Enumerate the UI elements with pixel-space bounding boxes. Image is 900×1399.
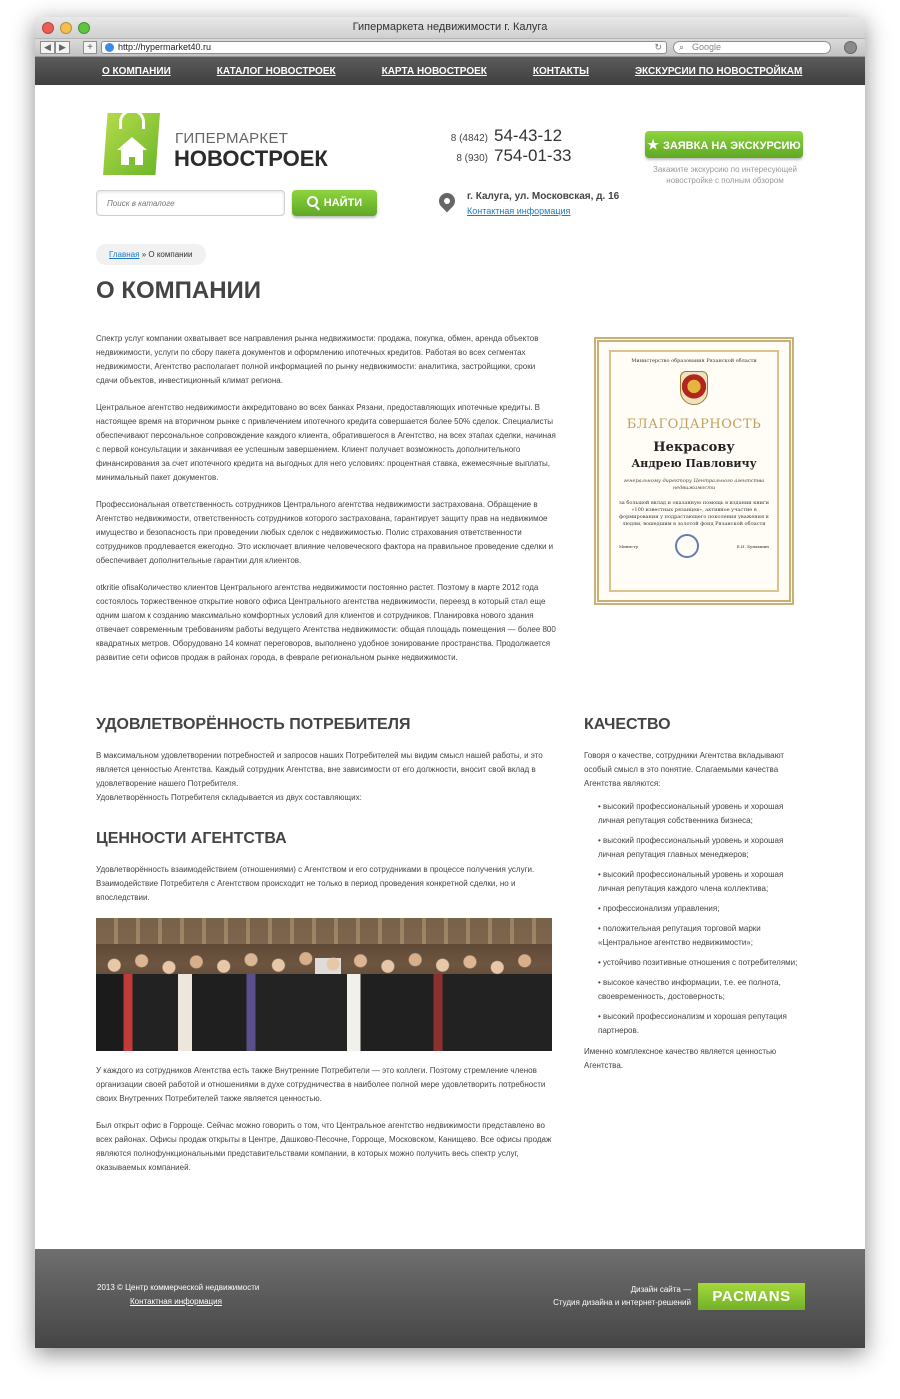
browser-search-placeholder: Google xyxy=(692,42,722,52)
list-item: • положительная репутация торговой марки «Центральное агентство недвижимости»; xyxy=(598,924,761,947)
quality-intro: Говоря о качестве, сотрудники Агентства вкладывают особый смысл в это понятие. Слагаемыми качества Агентства являются: xyxy=(584,751,785,788)
phone-row xyxy=(448,146,572,166)
search-button-label: НАЙТИ xyxy=(323,197,363,209)
certificate-signature-row xyxy=(611,534,777,558)
browser-window xyxy=(35,17,865,1348)
list-item: • высокий профессиональный уровень и хорошая личная репутация главных менеджеров; xyxy=(598,836,784,859)
address-bar-url: http://hypermarket40.ru xyxy=(118,42,212,52)
breadcrumb xyxy=(96,244,206,265)
contact-info-link[interactable]: Контактная информация xyxy=(467,206,571,216)
nav-item-excursions[interactable]: ЭКСКУРСИИ ПО НОВОСТРОЙКАМ xyxy=(634,65,803,77)
excursion-button-label: ЗАЯВКА НА ЭКСКУРСИЮ xyxy=(662,140,801,152)
intro-paragraph: Профессиональная ответственность сотрудников Центрального агентства недвижимости застрахована. Обращение в Агентство недвижимости, ответственность сотрудников которого застрахована, гарантирует защиту прав на недвижимое имущество и безопасность при проведении любых сделок с недвижимостью. Полис страхования ответственности сотрудников продлевается ежегодно. Это исключает влияние человеческого фактора на правильное проведение сделки и обеспечивает дополнительные гарантии для клиентов. xyxy=(96,500,554,565)
satisfaction-heading: УДОВЛЕТВОРЁННОСТЬ ПОТРЕБИТЕЛЯ xyxy=(96,716,411,733)
list-item: • профессионализм управления; xyxy=(598,904,720,913)
list-item: • устойчиво позитивные отношения с потребителями; xyxy=(598,958,798,967)
intro-text xyxy=(96,332,558,678)
breadcrumb-current: О компании xyxy=(148,250,193,259)
nav-item-contacts[interactable]: КОНТАКТЫ xyxy=(532,65,589,77)
intro-paragraph: Спектр услуг компании охватывает все направления рынка недвижимости: продажа, покупка, обмен, аренда объектов недвижимости, услуги по сбору пакета документов и оформлению ипотечных кредитов. Работая во всех сегментах недвижимости, Агентство располагает полной информацией по рынку недвижимости: аналитика, застройщики, сроки сдачи объектов, инвестиционный климат региона. xyxy=(96,334,539,385)
breadcrumb-home-link[interactable]: Главная xyxy=(109,250,140,259)
certificate-body: за большой вклад и оказанную помощь в издании книги «100 известных рязанцев», активное участие в формировании у подрастающего поколения уважения к людям, вошедшим в золотой фонд Рязанской области xyxy=(619,500,769,527)
map-pin-icon xyxy=(436,190,459,213)
browser-titlebar xyxy=(35,17,865,39)
excursion-note: Закажите экскурсию по интересующей новостройке с полным обзором xyxy=(652,165,797,185)
browser-title: Гипермаркета недвижимости г. Калуга xyxy=(352,21,548,33)
nav-item-about[interactable]: О КОМПАНИИ xyxy=(102,65,171,77)
downloads-icon[interactable] xyxy=(844,41,857,54)
excursion-request-button[interactable] xyxy=(645,131,803,158)
logo-text-big: НОВОСТРОЕК xyxy=(174,146,328,171)
certificate-sign-left: Министр xyxy=(619,543,639,549)
phone-number: 54-43-12 xyxy=(494,126,563,145)
values-text: Удовлетворённость взаимодействием (отношениями) с Агентством и его сотрудниками в процессе получения услуги. Взаимодействие Потребителя с Агентством происходит не только в период проведения конкретной сделки, но и впоследствии. xyxy=(96,865,535,902)
phone-numbers xyxy=(448,126,572,166)
search-icon: ⌕ xyxy=(679,42,685,52)
values-heading: ЦЕННОСТИ АГЕНТСТВА xyxy=(96,830,287,847)
footer-copyright: 2013 © Центр коммерческой недвижимости xyxy=(97,1283,260,1292)
satisfaction-text xyxy=(96,749,558,805)
phone-number: 754-01-33 xyxy=(494,146,572,165)
pacmans-logo[interactable]: PACMANS xyxy=(698,1283,805,1310)
phone-code: 8 (930) xyxy=(456,153,488,164)
browser-toolbar xyxy=(35,39,865,57)
page-title: О КОМПАНИИ xyxy=(96,277,262,304)
magnifier-icon xyxy=(307,196,318,207)
list-item: • высокий профессиональный уровень и хорошая личная репутация собственника бизнеса; xyxy=(598,802,784,825)
globe-icon xyxy=(105,43,114,52)
phone-code: 8 (4842) xyxy=(450,133,488,144)
footer-design-line: Студия дизайна и интернет-решений xyxy=(553,1298,691,1307)
quality-outro: Именно комплексное качество является ценностью Агентства. xyxy=(584,1047,777,1070)
forward-arrow-icon[interactable]: ▶ xyxy=(55,41,70,54)
certificate-name-surname: Некрасову xyxy=(653,440,735,455)
quality-heading: КАЧЕСТВО xyxy=(584,716,671,733)
list-item: • высокий профессиональный уровень и хорошая личная репутация каждого члена коллектива; xyxy=(598,870,784,893)
certificate-ministry: Министерство образования Рязанской области xyxy=(631,358,757,364)
footer-design-line: Дизайн сайта — xyxy=(630,1285,691,1294)
certificate-title: БЛАГОДАРНОСТЬ xyxy=(626,417,762,432)
history-buttons xyxy=(40,41,70,54)
certificate-role: генеральному директору Центрального агентства недвижимости xyxy=(623,478,765,491)
quality-list xyxy=(598,800,804,1038)
team-group-photo[interactable] xyxy=(96,918,552,1051)
search-button[interactable] xyxy=(292,190,377,216)
satisfaction-paragraph: Удовлетворённость Потребителя складывается из двух составляющих: xyxy=(96,793,362,802)
site-logo[interactable] xyxy=(103,109,328,175)
browser-search-field[interactable] xyxy=(673,41,831,54)
satisfaction-paragraph: В максимальном удовлетворении потребностей и запросов наших Потребителей мы видим смысл нашей работы, и это является ценностью Агентства. Каждый сотрудник Агентства, вне зависимости от его должности, вносит свой вклад в удовлетворение нашего Потребителя. xyxy=(96,751,543,788)
certificate-name-given: Андрею Павловичу xyxy=(631,457,757,470)
list-item: • высокое качество информации, т.е. ее полнота, своевременность, достоверность; xyxy=(598,978,781,1001)
footer-contact-link[interactable]: Контактная информация xyxy=(130,1297,222,1306)
certificate-sign-right: Е.И. Бунакшин xyxy=(736,543,769,549)
logo-text-small: ГИПЕРМАРКЕТ xyxy=(175,130,289,147)
coat-of-arms-icon xyxy=(680,371,708,405)
after-photo-paragraph: Был открыт офис в Горроще. Сейчас можно говорить о том, что Центральное агентство недвижимости представлено во всех районах. Офисы продаж открыты в Центре, Дашково-Песочне, Горроще, Московском, Канищево. Все офисы продаж являются полнофункциональными представительствами компании, в которых можно получить весь спектр услуг, оказываемых компанией. xyxy=(96,1121,552,1172)
after-photo-paragraph: У каждого из сотрудников Агентства есть также Внутренние Потребители — это коллеги. Поэтому стремление членов организации своей работой и отношениями в духе сотрудничества в наиболее полной мере удовлетворить потребности своих Внутренних Потребителей также является ценностью. xyxy=(96,1066,546,1103)
after-photo-text xyxy=(96,1064,558,1188)
breadcrumb-separator: » xyxy=(141,250,147,259)
intro-paragraph: Центральное агентство недвижимости аккредитовано во всех банках Рязани, предоставляющих ипотечные кредиты. В настоящее время на вторичном рынке с привлечением ипотечного кредита совершается более 50% сделок. Специалисты обеспечивают персональное сопровождение каждого клиента, обратившегося в Агентство, на всех этапах сделки, начиная с первой консультации и заканчивая ее успешным завершением. Клиент получает возможность дополнительного финансирования за счет ипотечного кредита на выгодных для него условиях: процентная ставка, ежемесячные выплаты, минимальный пакет документов. xyxy=(96,403,556,482)
new-tab-plus-icon[interactable]: + xyxy=(83,41,97,54)
seal-icon xyxy=(675,534,699,558)
quality-text xyxy=(584,749,804,1073)
footer-design-credit xyxy=(553,1283,691,1309)
phone-row xyxy=(448,126,572,146)
shopping-bag-house-icon xyxy=(103,109,166,175)
intro-paragraph: otkritie ofisaКоличество клиентов Центрального агентства недвижимости постоянно растет. Поэтому в марте 2012 года состоялось торжественное открытие нового офиса Центрального агентства недвижимости, переезд в который стал еще одним шагом к созданию максимально комфортных условий для клиентов и сотрудников. Планировка нового здания отвечает современным требованиям работы ведущего Агентства недвижимости: общая площадь помещения — более 800 квадратных метров. Оборудовано 14 комнат переговоров, выполнено удобное зонирование пространства. Продолжается развитие сети офисов продаж в районах города, в феврале региональном рынке недвижимости. xyxy=(96,583,556,662)
gratitude-certificate-image[interactable] xyxy=(594,337,794,605)
office-address: г. Калуга, ул. Московская, д. 16 xyxy=(467,191,620,202)
address-bar[interactable] xyxy=(101,41,667,54)
nav-item-map[interactable]: КАРТА НОВОСТРОЕК xyxy=(381,65,487,77)
top-navigation xyxy=(35,57,865,85)
site-footer xyxy=(35,1249,865,1348)
star-icon: ★ xyxy=(647,137,659,152)
reload-icon[interactable]: ↻ xyxy=(654,42,662,52)
nav-item-catalog[interactable]: КАТАЛОГ НОВОСТРОЕК xyxy=(216,65,336,77)
back-arrow-icon[interactable]: ◀ xyxy=(40,41,55,54)
catalog-search-input[interactable] xyxy=(96,190,285,216)
list-item: • высокий профессионализм и хорошая репутация партнеров. xyxy=(598,1012,787,1035)
